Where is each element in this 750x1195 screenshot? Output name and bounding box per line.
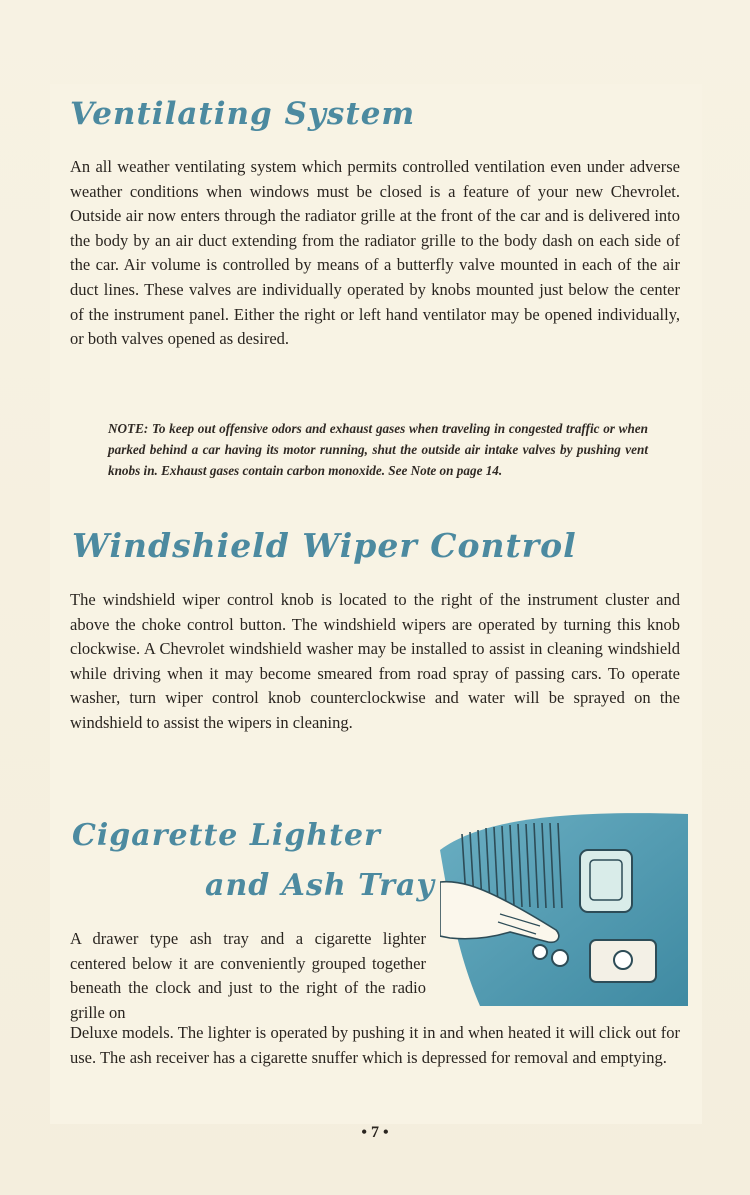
ventilating-note: NOTE: To keep out offensive odors and exhaust gases when traveling in congested traffic or when parked behind a car having its motor running, shut the outside air intake valves by pushing vent knobs in. Exhaust gases contain carbon monoxide. See Note on page 14. <box>108 421 648 478</box>
lighter-knob <box>614 951 632 969</box>
windshield-wiper-body: The windshield wiper control knob is located to the right of the instrument cluster and above the choke control button. The windshield wipers are operated by turning this knob clockwise. A Chevrolet windshield washer may be installed to assist in cleaning windshield while driving when it may become smeared from road spray of passing cars. To operate washer, turn wiper control knob counterclockwise and water will be sprayed on the windshield to assist the wipers in cleaning. <box>70 590 680 732</box>
lighter-body-wrapped: A drawer type ash tray and a cigarette lighter centered below it are conveniently grouped together beneath the clock and just to the right of the radio grille on <box>70 929 426 1022</box>
ventilating-system-heading: Ventilating System <box>70 96 416 132</box>
ventilating-system-body: An all weather ventilating system which permits controlled ventilation even under adverse weather conditions when windows must be closed is a feature of your new Chevrolet. Outside air now enters through the radiator grille at the front of the car and is delivered into the body by an air duct extending from the radiator grille to the body dash on each side of the car. Air volume is controlled by means of a butterfly valve mounted in each of the air duct lines. These valves are individually operated by knobs mounted just below the center of the instrument panel. Either the right or left hand ventilator may be opened individually, or both valves opened as desired. <box>70 157 680 349</box>
lighter-body-full: Deluxe models. The lighter is operated by pushing it in and when heated it will click out for use. The ash receiver has a cigarette snuffer which is depressed for removal and emptying. <box>70 1023 680 1067</box>
windshield-wiper-heading: Windshield Wiper Control <box>72 526 577 565</box>
page-number: • 7 • <box>361 1124 389 1141</box>
ash-tray-illustration <box>440 810 688 1006</box>
ash-tray-heading: and Ash Tray <box>205 868 435 903</box>
cigarette-lighter-heading: Cigarette Lighter <box>72 818 381 853</box>
